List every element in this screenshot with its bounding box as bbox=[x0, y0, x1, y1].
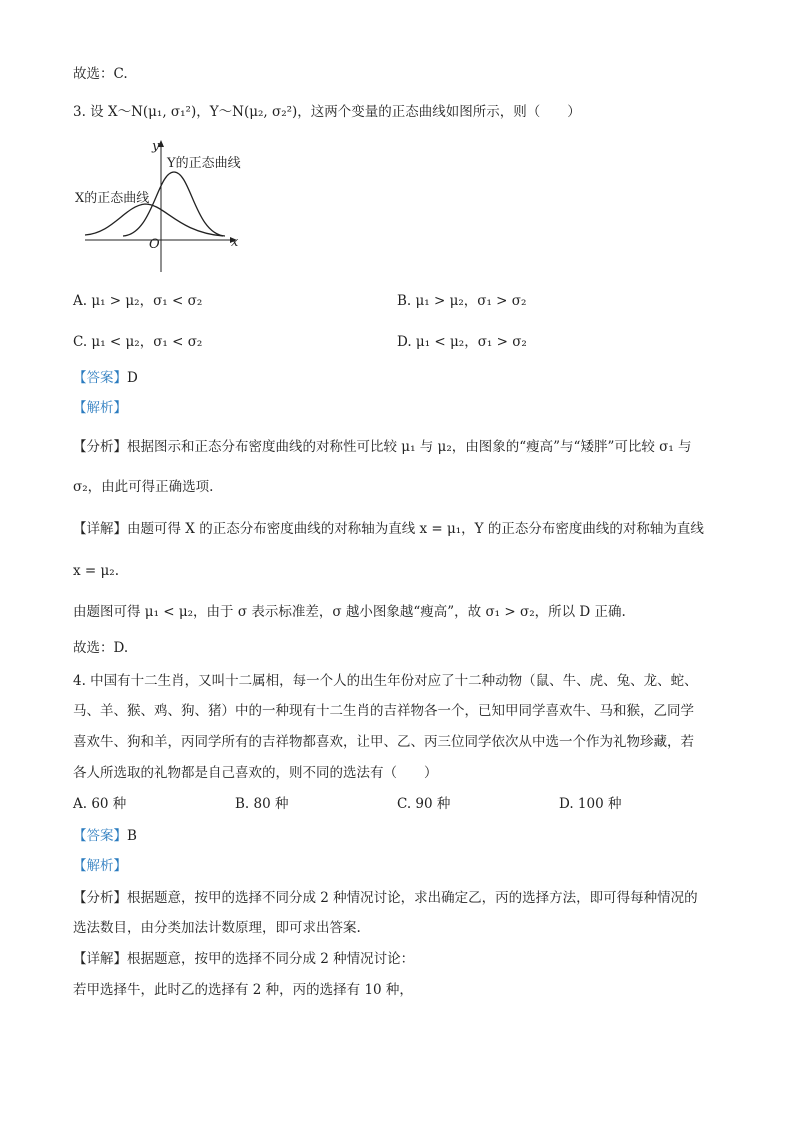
q4-stem-3: 喜欢牛、狗和羊，丙同学所有的吉祥物都喜欢，让甲、乙、丙三位同学依次从中选一个作为礼物珍藏，若 bbox=[73, 734, 694, 750]
q3-choice: 故选：D. bbox=[73, 640, 129, 656]
y-axis-label: y bbox=[152, 139, 160, 154]
x-curve-label: X的正态曲线 bbox=[75, 191, 150, 206]
fenxi-tag: 【分析】 bbox=[73, 439, 127, 455]
q4-option-a: A. 60 种 bbox=[73, 796, 127, 812]
q4-answer-value: B bbox=[127, 828, 137, 844]
q3-fenxi-line-1 bbox=[73, 437, 692, 457]
q4-option-b: B. 80 种 bbox=[235, 796, 289, 812]
q4-analysis-heading bbox=[73, 856, 127, 876]
q4-stem-1: 4. 中国有十二生肖，又叫十二属相，每一个人的出生年份对应了十二种动物（鼠、牛、虎、兔、龙、蛇、 bbox=[73, 673, 698, 689]
xiangjie-tag: 【详解】 bbox=[73, 951, 127, 967]
q4-xiangjie-text-1: 根据题意，按甲的选择不同分成 2 种情况讨论： bbox=[127, 951, 415, 967]
q3-answer-line bbox=[73, 368, 138, 388]
q3-xiangjie-line-3: 由题图可得 μ₁ < μ₂，由于 σ 表示标准差，σ 越小图象越“瘦高”，故 σ₁ > σ₂，所以 D 正确. bbox=[73, 604, 626, 620]
q4-fenxi-line-2: 选法数目，由分类加法计数原理，即可求出答案. bbox=[73, 920, 361, 936]
y-curve-label: Y的正态曲线 bbox=[167, 156, 241, 171]
q3-answer-value: D bbox=[127, 370, 138, 386]
q4-option-d: D. 100 种 bbox=[559, 796, 622, 812]
answer-tag: 【答案】 bbox=[73, 370, 127, 386]
q3-option-d: D. μ₁ < μ₂，σ₁ > σ₂ bbox=[397, 334, 527, 350]
q3-option-b: B. μ₁ > μ₂，σ₁ > σ₂ bbox=[397, 293, 527, 309]
q4-stem-4: 各人所选取的礼物都是自己喜欢的，则不同的选法有（ ） bbox=[73, 765, 438, 781]
q4-fenxi-line-1 bbox=[73, 888, 698, 908]
q4-answer-line bbox=[73, 826, 137, 846]
q4-fenxi-text-1: 根据题意，按甲的选择不同分成 2 种情况讨论，求出确定乙，丙的选择方法，即可得每种情况的 bbox=[127, 890, 698, 906]
prev-choice-text: 故选：C. bbox=[73, 66, 128, 82]
analysis-tag: 【解析】 bbox=[73, 858, 127, 874]
q3-analysis-heading bbox=[73, 398, 127, 418]
q3-fenxi-text-1: 根据图示和正态分布密度曲线的对称性可比较 μ₁ 与 μ₂，由图象的“瘦高”与“矮胖”可比较 σ₁ 与 bbox=[127, 439, 692, 455]
answer-tag: 【答案】 bbox=[73, 828, 127, 844]
normal-curves-figure bbox=[73, 134, 253, 276]
analysis-tag: 【解析】 bbox=[73, 400, 127, 416]
origin-label: O bbox=[149, 237, 160, 252]
q3-option-a: A. μ₁ > μ₂，σ₁ < σ₂ bbox=[73, 293, 203, 309]
fenxi-tag: 【分析】 bbox=[73, 890, 127, 906]
q4-option-c: C. 90 种 bbox=[397, 796, 451, 812]
q4-stem-2: 马、羊、猴、鸡、狗、猪）中的一种现有十二生肖的吉祥物各一个，已知甲同学喜欢牛、马和猴，乙同学 bbox=[73, 703, 694, 719]
q3-xiangjie-text-1: 由题可得 X 的正态分布密度曲线的对称轴为直线 x = μ₁，Y 的正态分布密度曲线的对称轴为直线 bbox=[127, 521, 704, 537]
xiangjie-tag: 【详解】 bbox=[73, 521, 127, 537]
q3-xiangjie-line-2: x = μ₂. bbox=[73, 563, 119, 579]
q4-xiangjie-line-2: 若甲选择牛，此时乙的选择有 2 种，丙的选择有 10 种， bbox=[73, 982, 413, 998]
q3-option-c: C. μ₁ < μ₂，σ₁ < σ₂ bbox=[73, 334, 203, 350]
x-axis-label: x bbox=[231, 235, 239, 250]
q3-xiangjie-line-1 bbox=[73, 519, 704, 539]
q3-fenxi-line-2: σ₂，由此可得正确选项. bbox=[73, 479, 214, 495]
x-normal-curve bbox=[85, 204, 223, 236]
q4-xiangjie-line-1 bbox=[73, 949, 414, 969]
q3-stem: 3. 设 X～N(μ₁, σ₁²)，Y～N(μ₂, σ₂²)，这两个变量的正态曲线如图所示，则（ ） bbox=[73, 104, 581, 120]
